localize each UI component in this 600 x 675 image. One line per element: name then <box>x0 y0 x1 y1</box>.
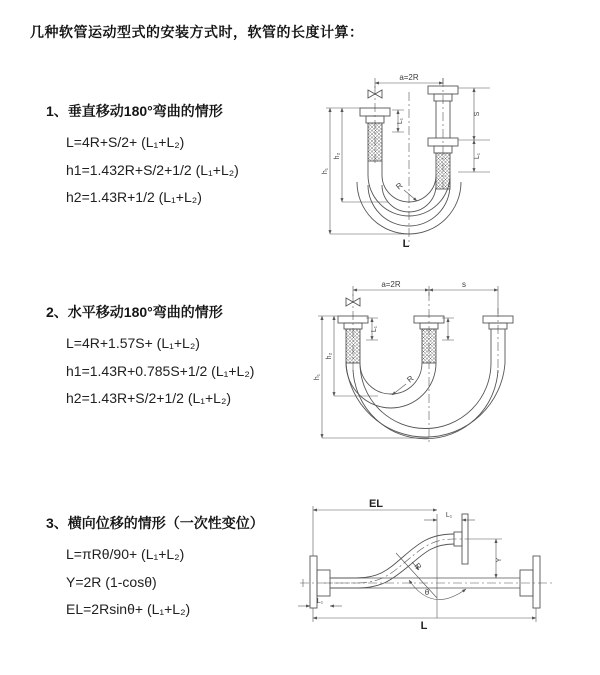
formula-length: L=4R+S/2+ (L₁+L₂) <box>66 134 185 150</box>
formula-y: Y=2R (1-cosθ) <box>66 573 157 590</box>
dim-label-el: EL <box>368 498 384 510</box>
dim-label-span: a=2R <box>399 73 419 82</box>
dim-label-y: Y <box>496 557 503 563</box>
dim-label-l1-right: L₁ <box>474 152 481 160</box>
dim-label-s: S <box>474 111 481 117</box>
u-bend-hoses <box>346 363 505 439</box>
left-braid-hose <box>368 123 382 161</box>
dim-label-h1: h₁ <box>322 167 329 175</box>
section-vertical-movement <box>46 101 239 212</box>
dim-label-l1-left: L₁ <box>397 117 404 125</box>
formula-length: L=πRθ/90+ (L₁+L₂) <box>66 546 185 562</box>
dim-label-span: a=2R <box>381 280 401 289</box>
section-horizontal-movement <box>46 302 254 413</box>
dim-label-s: s <box>462 280 466 289</box>
section-3-heading: 3、横向位移的情形（一次性变位） <box>46 515 264 531</box>
diagram-vertical-180-bend <box>316 64 581 258</box>
angle-construction <box>396 514 466 618</box>
dim-label-h2: h₂ <box>334 152 341 160</box>
radius-label: R <box>412 561 424 572</box>
formula-h2: h2=1.43R+1/2 (L₁+L₂) <box>66 189 202 205</box>
diagram-horizontal-180-bend <box>308 278 598 450</box>
dim-label-h1: h₁ <box>314 373 321 381</box>
theta-label: θ <box>424 588 430 597</box>
diagram-lateral-displacement <box>296 496 596 646</box>
radius-label: R <box>394 180 405 192</box>
formula-length: L=4R+1.57S+ (L₁+L₂) <box>66 335 200 351</box>
page-title: 几种软管运动型式的安装方式时，软管的长度计算： <box>30 24 364 40</box>
middle-braid-hose <box>422 329 436 363</box>
formula-h2: h2=1.43R+S/2+1/2 (L₁+L₂) <box>66 390 232 406</box>
dim-label-l: L <box>420 620 428 632</box>
formula-h1: h1=1.432R+S/2+1/2 (L₁+L₂) <box>66 161 239 178</box>
formula-h1: h1=1.43R+0.785S+1/2 (L₁+L₂) <box>66 362 255 379</box>
section-lateral-displacement <box>46 513 264 624</box>
section-2-heading: 2、水平移动180°弯曲的情形 <box>46 304 223 320</box>
dim-label-l1: L₁ <box>371 325 378 333</box>
formula-el: EL=2Rsinθ+ (L₁+L₂) <box>66 601 191 617</box>
section-1-heading: 1、垂直移动180°弯曲的情形 <box>46 103 223 119</box>
radius-label: R <box>405 373 416 385</box>
right-braid-hose <box>436 153 450 189</box>
s-curve-hose <box>324 534 468 588</box>
left-braid-hose <box>346 329 360 363</box>
right-flange <box>520 556 540 608</box>
dim-label-l1-left: L₁ <box>316 598 324 605</box>
dim-label-h2: h₂ <box>326 352 333 360</box>
dim-label-l: L <box>402 238 410 250</box>
dim-label-l1-top: L₁ <box>445 512 453 519</box>
